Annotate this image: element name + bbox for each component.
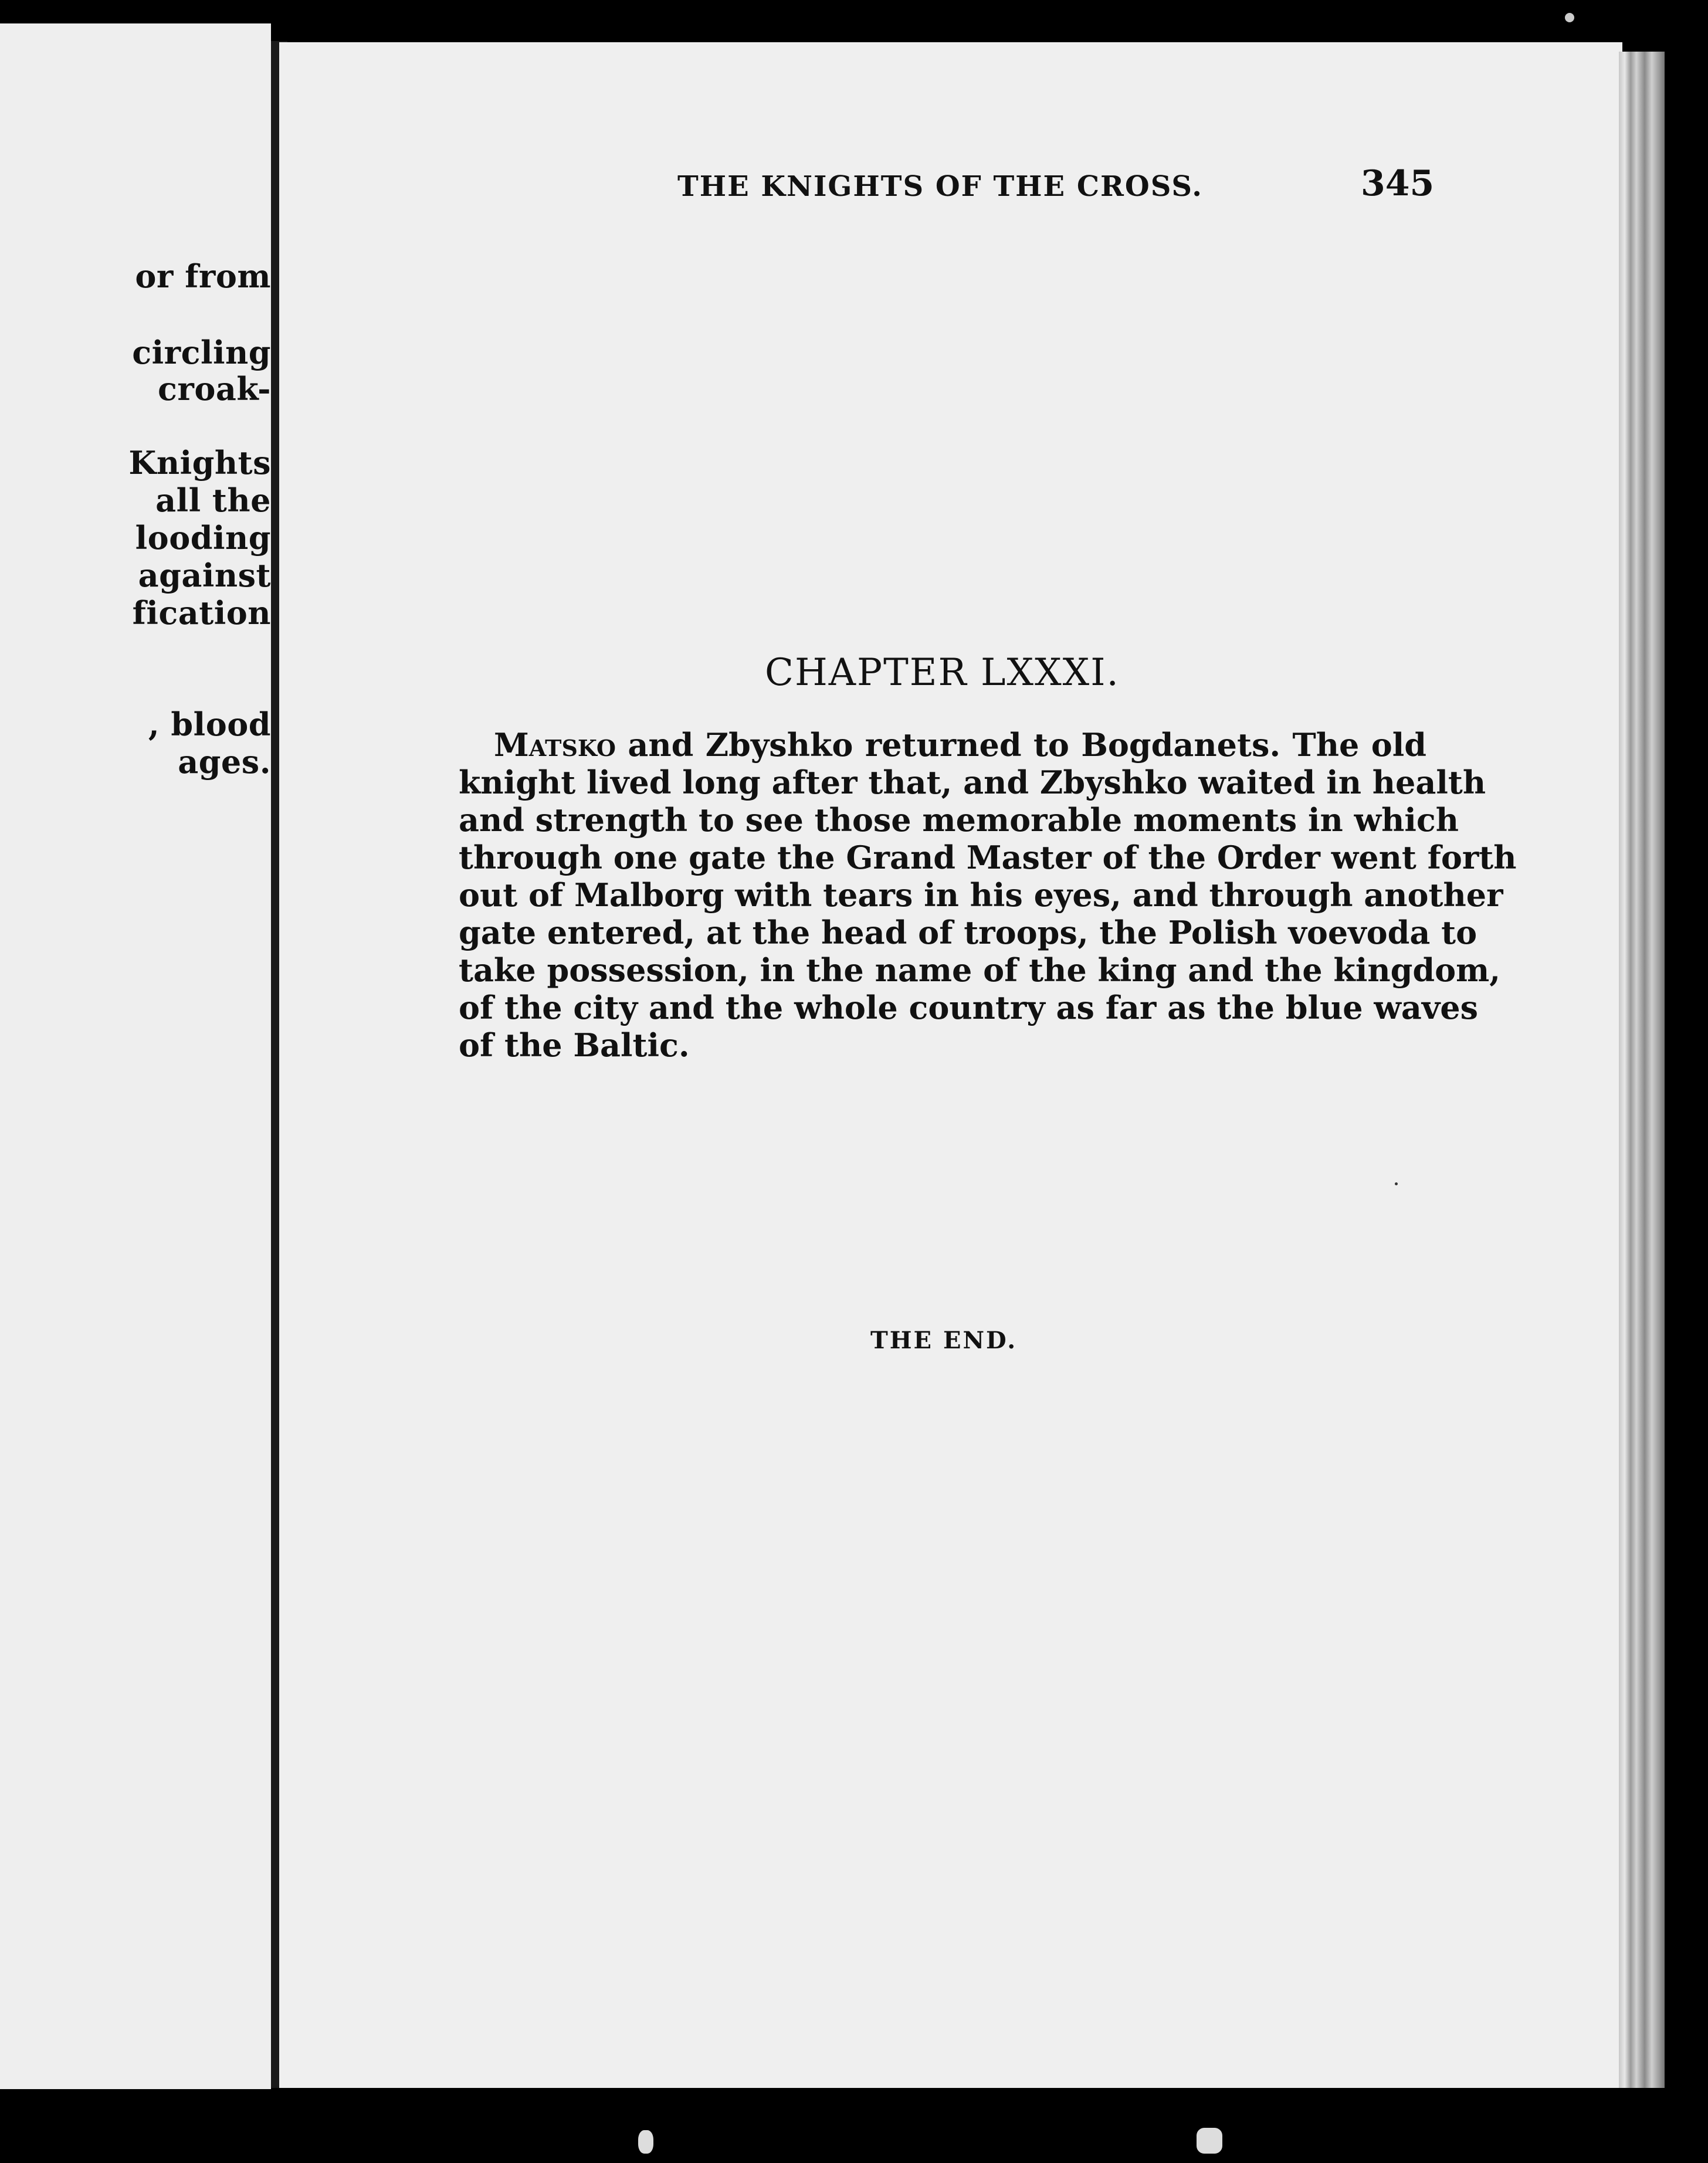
chapter-body [459,726,1517,1064]
left-page-line: Knights [128,444,271,482]
left-page-line: croak- [158,370,271,408]
body-line [459,726,1426,764]
left-page-line: looding [135,519,271,557]
body-line-text: and Zbyshko returned to Bogdanets. The old [616,726,1426,764]
opening-word: Matsko [494,726,616,764]
scan-blemish [638,2130,653,2154]
page-number: 345 [1361,163,1435,204]
body-line: and strength to see those memorable moments in which [459,801,1459,839]
left-page-line: fication [132,594,271,632]
page-edge [1619,52,1665,2088]
scan-speck [1395,1182,1398,1185]
body-line: knight lived long after that, and Zbyshko waited in health [459,764,1486,801]
body-line: through one gate the Grand Master of the Order went forth [459,839,1517,876]
left-page-line: ages. [178,743,271,781]
scan-blemish [1565,13,1574,22]
right-page [279,42,1622,2088]
body-line: of the Baltic. [459,1026,690,1064]
chapter-title: CHAPTER LXXXI. [765,651,1120,694]
running-head: THE KNIGHTS OF THE CROSS. [677,170,1203,203]
body-line: gate entered, at the head of troops, the Polish voevoda to [459,914,1477,951]
left-page-line: , blood [148,706,271,743]
the-end-label: THE END. [870,1327,1018,1354]
left-page-line: all the [155,482,271,519]
left-page-line: against [138,557,271,594]
left-page-line: or from [135,257,271,295]
body-line: of the city and the whole country as far as the blue waves [459,989,1479,1026]
left-page-line: circling [132,334,271,371]
scan-blemish [1197,2128,1222,2154]
body-line: take possession, in the name of the king and the kingdom, [459,951,1501,989]
left-page-fragment [0,23,271,2089]
body-line: out of Malborg with tears in his eyes, and through another [459,876,1503,914]
